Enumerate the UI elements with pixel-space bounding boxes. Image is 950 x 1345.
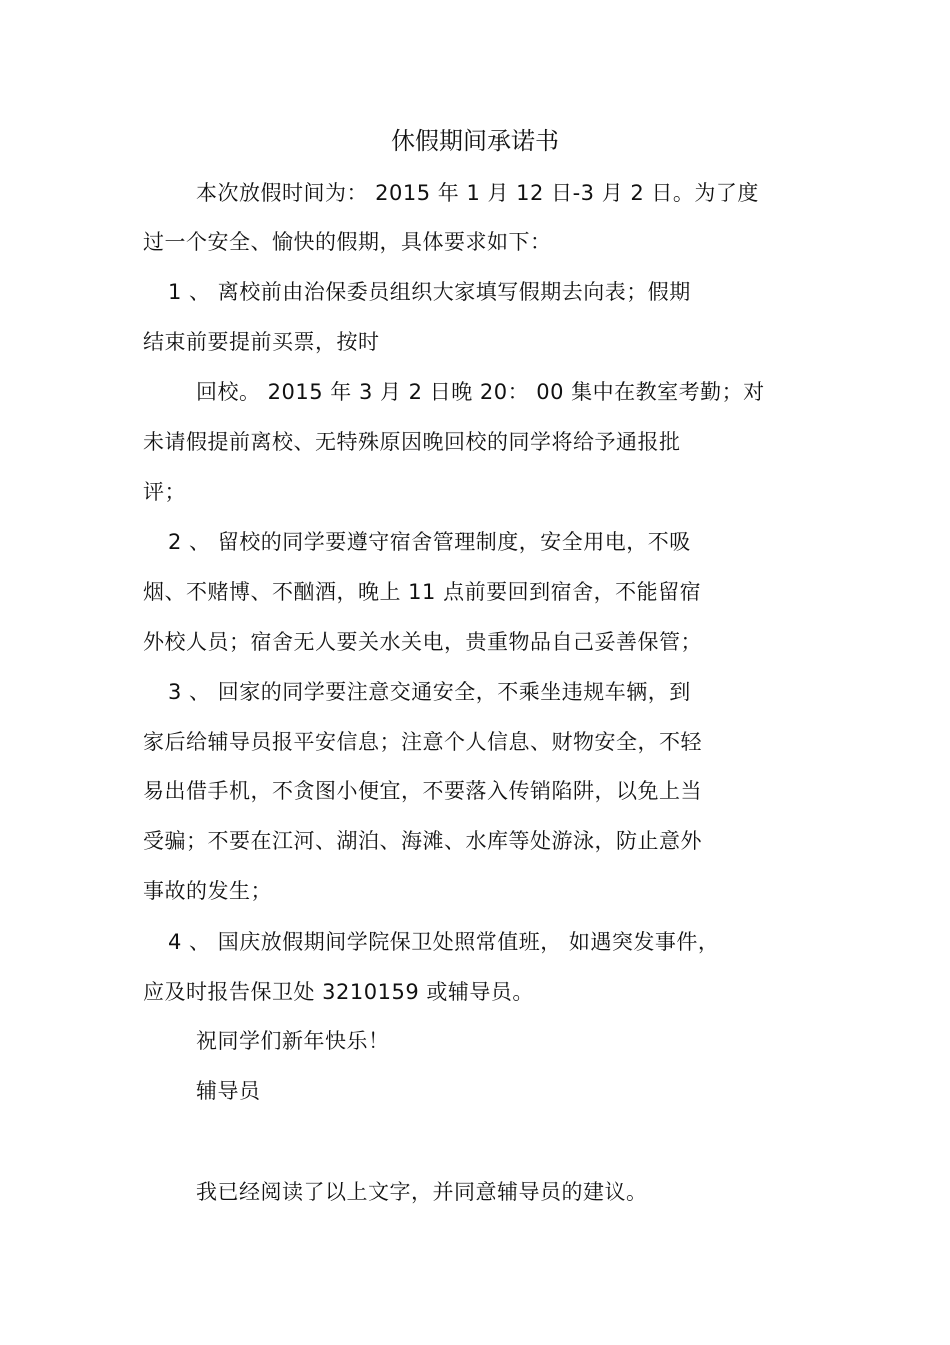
paragraph-line: 外校人员；宿舍无人要关水关电，贵重物品自己妥善保管； (143, 630, 702, 654)
acknowledgement-line: 我已经阅读了以上文字，并同意辅导员的建议。 (196, 1180, 648, 1204)
signature-counselor: 辅导员 (196, 1079, 261, 1103)
paragraph-line: 未请假提前离校、无特殊原因晚回校的同学将给予通报批 (143, 430, 681, 454)
closing-greeting: 祝同学们新年快乐！ (196, 1029, 390, 1053)
paragraph-line: 应及时报告保卫处 3210159 或辅导员。 (143, 980, 534, 1004)
paragraph-line: 评； (143, 480, 186, 504)
paragraph-line: 烟、不赌博、不酗酒，晚上 11 点前要回到宿舍，不能留宿 (143, 580, 702, 604)
paragraph-line: 4 、 国庆放假期间学院保卫处照常值班， 如遇突发事件， (168, 930, 720, 954)
paragraph-line: 1 、 离校前由治保委员组织大家填写假期去向表；假期 (168, 280, 691, 304)
paragraph-line: 2 、 留校的同学要遵守宿舍管理制度，安全用电，不吸 (168, 530, 691, 554)
paragraph-line: 易出借手机，不贪图小便宜，不要落入传销陷阱，以免上当 (143, 779, 702, 803)
paragraph-line: 3 、 回家的同学要注意交通安全，不乘坐违规车辆，到 (168, 680, 691, 704)
paragraph-line: 受骗；不要在江河、湖泊、海滩、水库等处游泳，防止意外 (143, 829, 702, 853)
paragraph-line: 回校。 2015 年 3 月 2 日晚 20： 00 集中在教室考勤；对 (196, 380, 765, 404)
paragraph-line: 事故的发生； (143, 879, 272, 903)
paragraph-line: 结束前要提前买票，按时 (143, 330, 380, 354)
paragraph-line: 家后给辅导员报平安信息；注意个人信息、财物安全，不轻 (143, 730, 702, 754)
document-title: 休假期间承诺书 (391, 127, 559, 155)
paragraph-line: 过一个安全、愉快的假期，具体要求如下： (143, 230, 552, 254)
paragraph-line: 本次放假时间为： 2015 年 1 月 12 日-3 月 2 日。为了度 (196, 181, 759, 205)
